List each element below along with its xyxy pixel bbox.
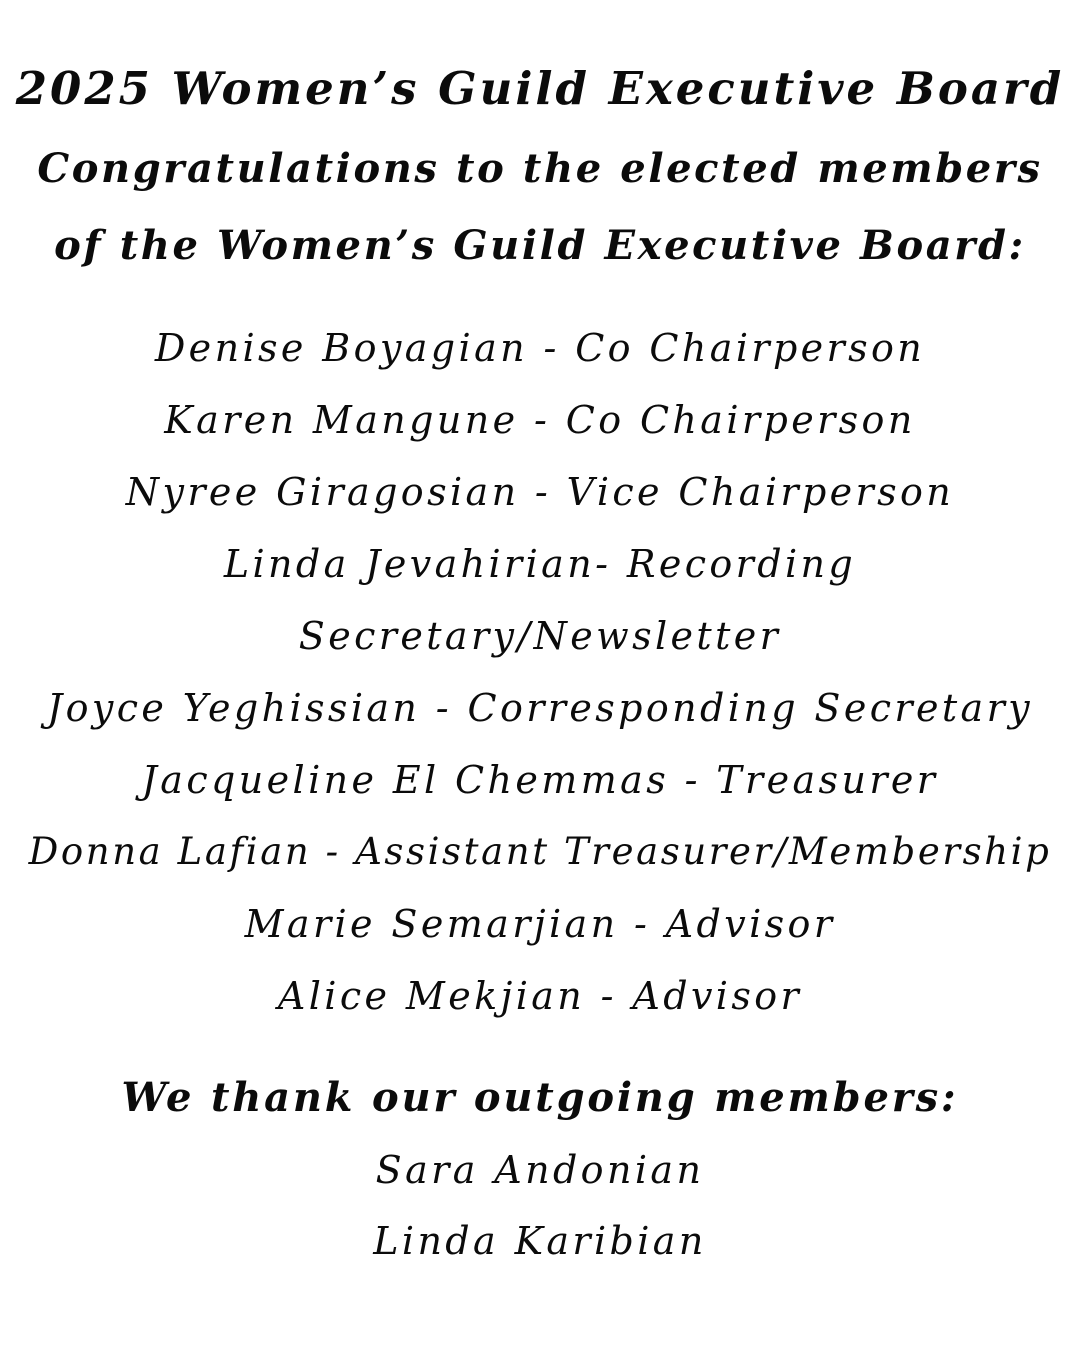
member-entry: Denise Boyagian - Co Chairperson (154, 326, 926, 370)
intro-line-2: of the Women’s Guild Executive Board: (54, 222, 1026, 269)
member-entry: Joyce Yeghissian - Corresponding Secretary (46, 686, 1034, 730)
outgoing-member-entry: Linda Karibian (373, 1219, 707, 1263)
member-entry: Jacqueline El Chemmas - Treasurer (141, 758, 939, 802)
member-entry-continued: Secretary/Newsletter (298, 614, 782, 658)
member-entry: Karen Mangune - Co Chairperson (164, 398, 916, 442)
intro-line-1: Congratulations to the elected members (37, 145, 1043, 192)
member-entry: Nyree Giragosian - Vice Chairperson (125, 470, 955, 514)
member-entry: Marie Semarjian - Advisor (244, 902, 836, 946)
member-entry: Alice Mekjian - Advisor (277, 974, 803, 1018)
member-entry: Linda Jevahirian- Recording (223, 542, 857, 586)
outgoing-members-title: We thank our outgoing members: (121, 1074, 959, 1121)
outgoing-member-entry: Sara Andonian (375, 1148, 705, 1192)
page-title: 2025 Women’s Guild Executive Board (15, 62, 1065, 115)
member-entry: Donna Lafian - Assistant Treasurer/Membership (28, 830, 1052, 873)
